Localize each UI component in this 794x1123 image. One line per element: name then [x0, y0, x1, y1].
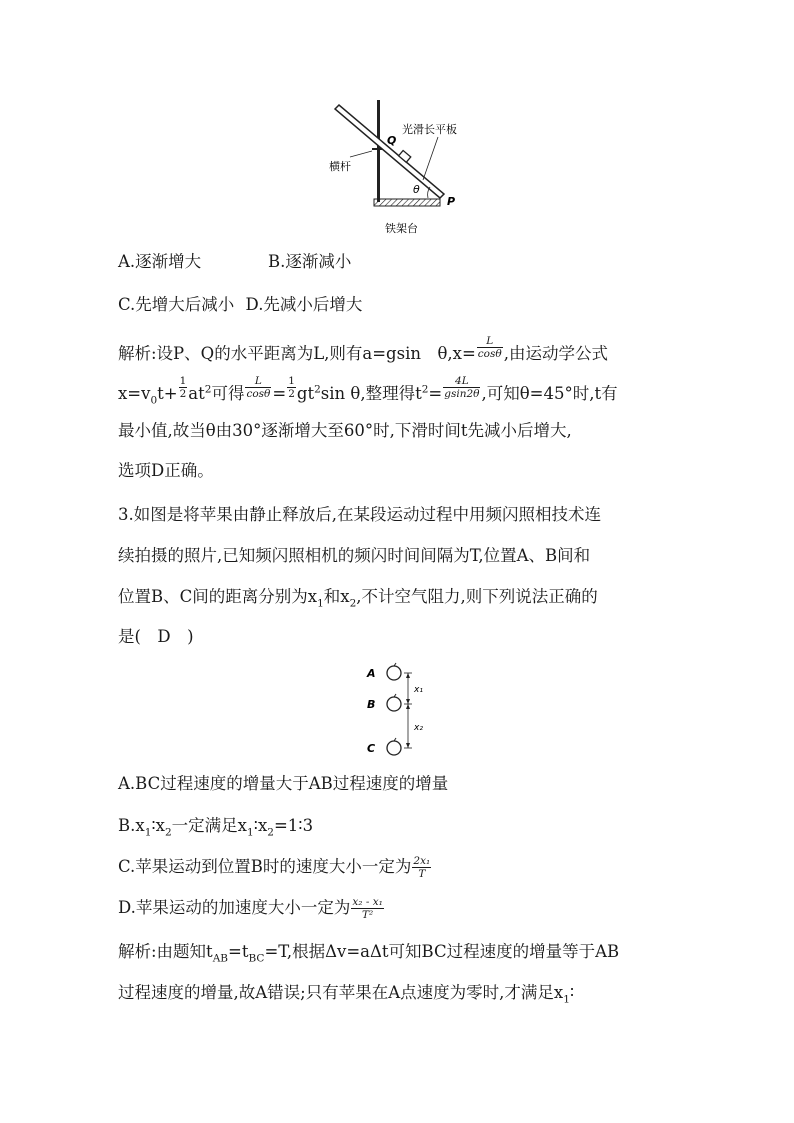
label-q: Q — [387, 134, 397, 147]
q3-option-a: A.BC过程速度的增量大于AB过程速度的增量 — [118, 774, 449, 793]
q2-options-row2 — [118, 293, 362, 317]
q3-option-d: D.苹果运动的加速度大小一定为 $\frac{\text{x₂ - x₁}}{\text{T²}}$ — [118, 896, 383, 921]
label-theta: θ — [413, 183, 420, 196]
q2-solution-line2: $x=v_0t+$ $\frac{1}{2}$ $at^2$可得 $\frac{L}{\cos\theta}$ = $\frac{1}{2}$ $gt^2\sin$ θ,整理得$t^2=$ $\frac{4L}{gsin2\theta}$ ,可知θ=45°时,t有 — [118, 375, 618, 407]
q2-solution-line1: 解析:设P、Q的水平距离为L,则有a=gsin θ,x= $\frac{L}{\cos\theta}$ ,由运动学公式 — [118, 335, 608, 363]
label-stand: 铁架台 — [385, 222, 418, 235]
label-b: B — [367, 698, 376, 711]
q3-solution-line1: 解析:由题知$t_{AB}=t_{BC}=T$,根据Δv=aΔt可知BC过程速度的增量等于AB — [118, 942, 620, 965]
q3-option-b: $B.x_1∶x_2$一定满足$x_1∶x_2=1∶3$ — [118, 816, 314, 839]
q3-stem-line2: 续拍摄的照片,已知频闪照相机的频闪时间间隔为T,位置A、B间和 — [118, 546, 591, 565]
label-c: C — [367, 742, 376, 755]
label-board: 光滑长平板 — [402, 123, 457, 136]
q2-option-b: B.逐渐减小 — [268, 252, 352, 271]
label-x1: x₁ — [414, 685, 423, 695]
q3-stem-line4: 是( D ) — [118, 627, 194, 646]
label-rod: 横杆 — [329, 160, 351, 173]
q2-options-row1 — [118, 250, 352, 274]
q3-solution-line2: 过程速度的增量,故A错误;只有苹果在A点速度为零时,才满足$x_1∶$ — [118, 983, 575, 1006]
apple-c — [387, 738, 401, 755]
q3-option-c: C.苹果运动到位置B时的速度大小一定为 $\frac{\text{2x₁}}{T}$ — [118, 855, 431, 880]
incline-figure — [320, 95, 470, 240]
q3-stem-line1: 3.如图是将苹果由静止释放后,在某段运动过程中用频闪照相技术连 — [118, 505, 601, 524]
apple-a — [387, 663, 401, 680]
apple-figure — [362, 660, 442, 760]
q2-solution-line4: 选项D正确。 — [118, 461, 214, 480]
smooth-board — [335, 105, 444, 198]
q2-option-d: D.先减小后增大 — [245, 295, 363, 314]
label-a: A — [367, 667, 376, 680]
q2-option-a: A.逐渐增大 — [118, 252, 202, 271]
label-x2: x₂ — [414, 723, 423, 733]
q3-stem-line3: 位置B、C间的距离分别为$x_1$和$x_2$,不计空气阻力,则下列说法正确的 — [118, 587, 598, 610]
apple-b — [387, 694, 401, 711]
label-p: P — [447, 195, 456, 208]
q2-solution-line3: 最小值,故当θ由30°逐渐增大至60°时,下滑时间t先减小后增大, — [118, 421, 572, 440]
q2-option-c: C.先增大后减小 — [118, 295, 235, 314]
base-plate — [374, 199, 440, 206]
vertical-rod — [377, 100, 380, 202]
